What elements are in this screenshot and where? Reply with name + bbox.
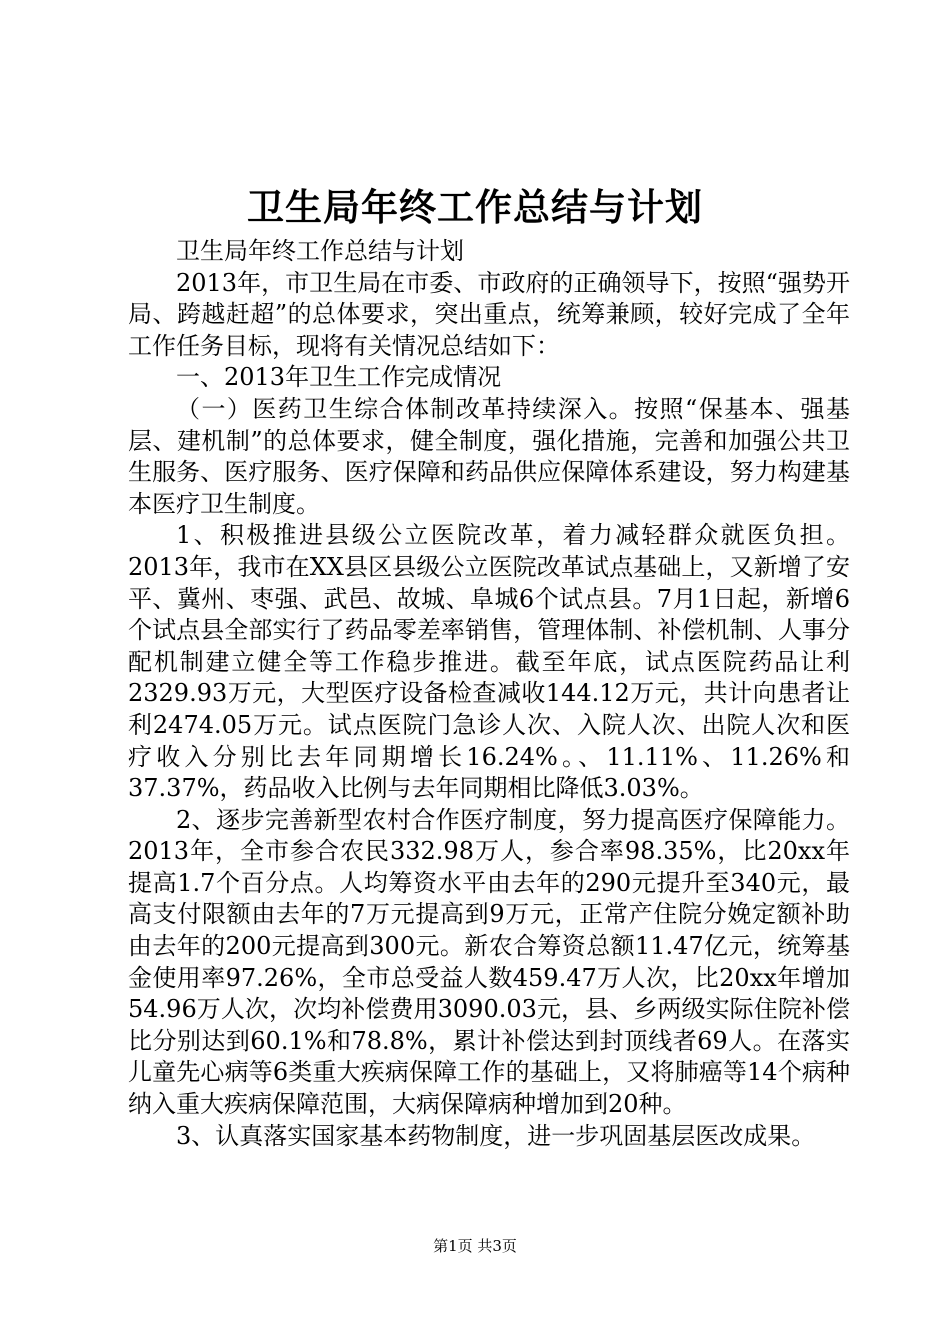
paragraph-item-3: 3、认真落实国家基本药物制度，进一步巩固基层医改成果。 (176, 1121, 816, 1150)
document-body (128, 236, 850, 1152)
paragraph-item-1: 1、积极推进县级公立医院改革，着力减轻群众就医负担。2013年，我市在XX县区县级公立医院改革试点基础上，又新增了安平、冀州、枣强、武邑、故城、阜城6个试点县。7月1日起，新增6个试点县全部实行了药品零差率销售，管理体制、补偿机制、人事分配机制建立健全等工作稳步推进。截至年底，试点医院药品让利2329.93万元，大型医疗设备检查减收144.12万元，共计向患者让利2474.05万元。试点医院门急诊人次、入院人次、出院人次和医疗收入分别比去年同期增长16.24%。、11.11%、11.26%和37.37%，药品收入比例与去年同期相比降低3.03%。 (128, 521, 850, 803)
document-title: 卫生局年终工作总结与计划 (247, 186, 703, 229)
section-heading-1: 一、2013年卫生工作完成情况 (176, 363, 502, 392)
page-footer: 第1页 共3页 (433, 1237, 517, 1255)
paragraph-reform: （一）医药卫生综合体制改革持续深入。按照“保基本、强基层、建机制”的总体要求，健全制度，强化措施，完善和加强公共卫生服务、医疗服务、医疗保障和药品供应保障体系建设，努力构建基本医疗卫生制度。 (128, 394, 850, 518)
paragraph-item-2: 2、逐步完善新型农村合作医疗制度，努力提高医疗保障能力。2013年，全市参合农民332.98万人，参合率98.35%，比20xx年提高1.7个百分点。人均筹资水平由去年的290元提升至340元，最高支付限额由去年的7万元提高到9万元，正常产住院分娩定额补助由去年的200元提高到300元。新农合筹资总额11.47亿元，统筹基金使用率97.26%，全市总受益人数459.47万人次，比20xx年增加54.96万人次，次均补偿费用3090.03元，县、乡两级实际住院补偿比分别达到60.1%和78.8%，累计补偿达到封顶线者69人。在落实儿童先心病等6类重大疾病保障工作的基础上，又将肺癌等14个病种纳入重大疾病保障范围，大病保障病种增加到20种。 (128, 805, 850, 1119)
paragraph-intro: 2013年，市卫生局在市委、市政府的正确领导下，按照“强势开局、跨越赶超”的总体要求，突出重点，统筹兼顾，较好完成了全年工作任务目标，现将有关情况总结如下： (128, 268, 850, 360)
paragraph-subtitle: 卫生局年终工作总结与计划 (176, 237, 464, 265)
